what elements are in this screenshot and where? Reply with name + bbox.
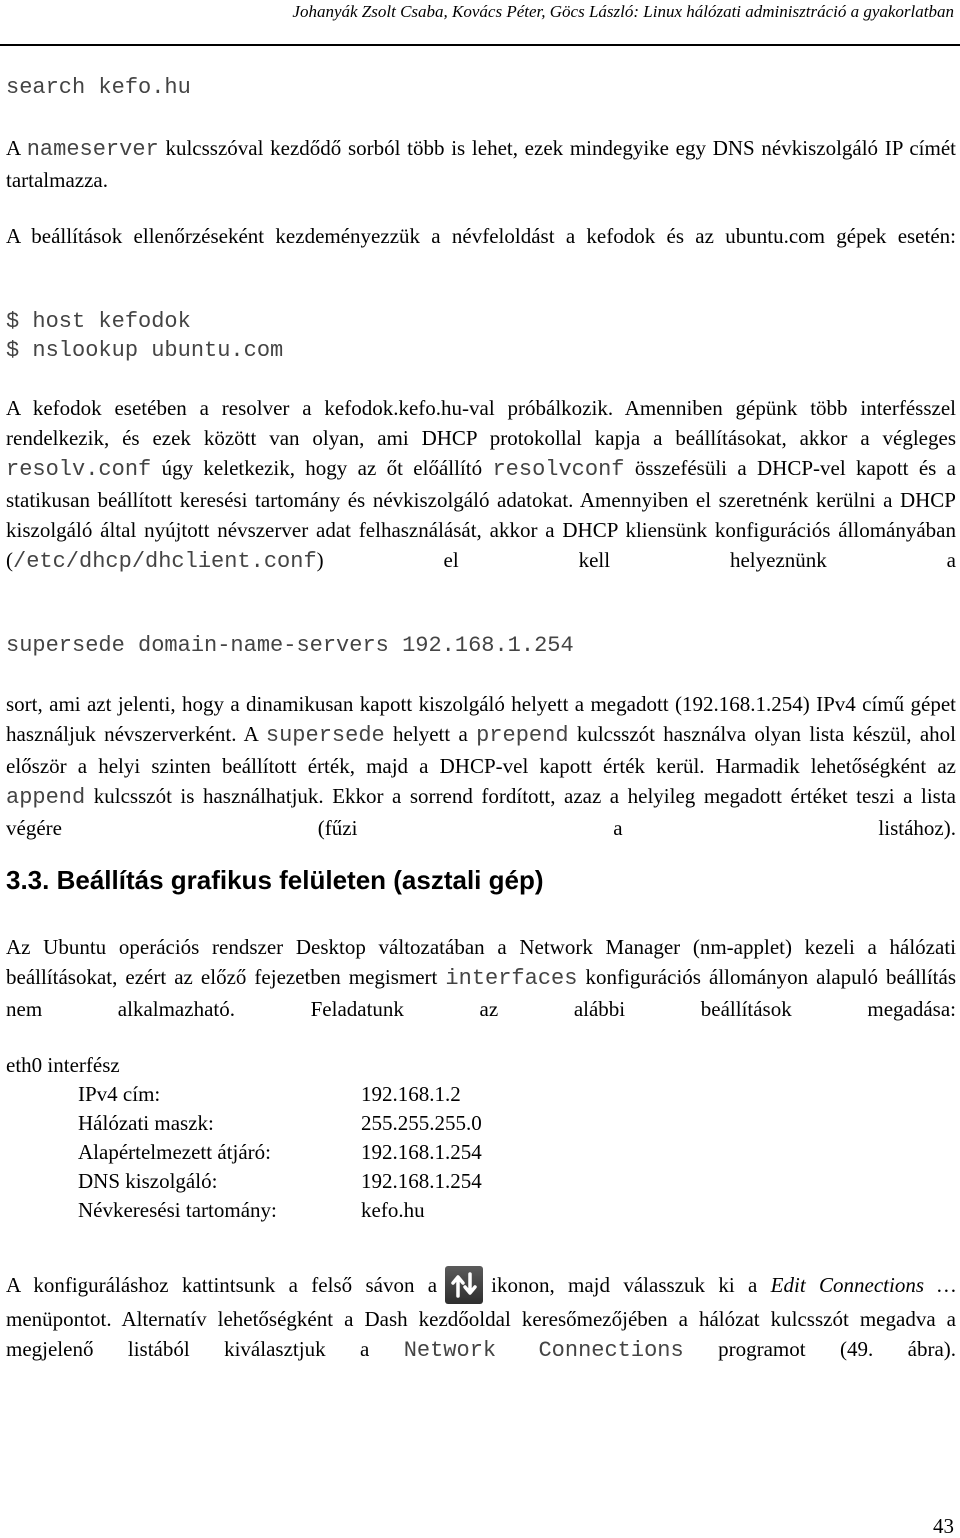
settings-table [78, 1080, 482, 1225]
settings-key: DNS kiszolgáló: [78, 1169, 218, 1193]
settings-value: 192.168.1.254 [361, 1169, 482, 1193]
settings-row [78, 1138, 482, 1167]
header-rule [0, 44, 960, 46]
text: Az Ubuntu operációs rendszer Desktop változatában a Network Manager (nm-applet) kezeli a hálózati beállításokat, ezért az előző fejezetben megismert [6, 935, 956, 989]
text: úgy keletkezik, hogy az őt előállító [151, 456, 493, 480]
settings-value: 255.255.255.0 [361, 1111, 482, 1135]
inline-code: resolvconf [492, 457, 625, 482]
network-updown-arrows-icon [445, 1266, 483, 1304]
settings-value: 192.168.1.2 [361, 1082, 461, 1106]
text: A kefodok esetében a resolver a kefodok.kefo.hu-val próbálkozik. Amenniben gépünk több interfésszel rendelkezik, és ezek között van olyan, ami DHCP protokollal kapja a beállításokat, akkor a végleges [6, 396, 956, 450]
inline-code: append [6, 785, 86, 810]
text: összefésüli a DHCP-vel kapott és a statikusan beállított keresési tartomány és névkiszolgáló adatokat. Amennyiben el szeretnénk kerülni a DHCP kiszolgáló által nyújtott névszerver adat felhasználását, akkor a DHCP kliensünk konfigurációs állományában ( [6, 456, 956, 572]
settings-value: kefo.hu [361, 1198, 425, 1222]
inline-code: nameserver [26, 137, 159, 162]
text: kulcsszóval kezdődő sorból több is lehet, ezek mindegyike egy DNS névkiszolgáló IP címét tartalmazza. [6, 136, 956, 192]
inline-code: Network Connections [403, 1338, 684, 1363]
code-nslookup-command: $ nslookup ubuntu.com [6, 338, 284, 363]
text: kulcsszót is használhatjuk. Ekkor a sorrend fordított, azaz a helyileg megadott értéket teszi a lista végére (fűzi a listához). [6, 784, 956, 840]
menu-item-reference: Edit Connections … [770, 1273, 957, 1297]
settings-title: eth0 interfész [6, 1053, 120, 1077]
code-supersede-line: supersede domain-name-servers 192.168.1.254 [6, 633, 574, 658]
inline-code: supersede [265, 723, 385, 748]
paragraph-ubuntu [6, 932, 956, 1054]
text: A konfiguráláshoz kattintsunk a felső sávon a [6, 1273, 438, 1297]
code-host-command: $ host kefodok [6, 309, 191, 334]
inline-code: interfaces [445, 966, 578, 991]
running-header: Johanyák Zsolt Csaba, Kovács Péter, Göcs László: Linux hálózati adminisztráció a gyakorlatban [292, 2, 954, 21]
paragraph-sort [6, 689, 956, 873]
inline-code: prepend [476, 723, 569, 748]
settings-row [78, 1109, 482, 1138]
settings-key: Alapértelmezett átjáró: [78, 1140, 271, 1164]
settings-key: Hálózati maszk: [78, 1111, 214, 1135]
paragraph-nameserver [6, 133, 956, 225]
settings-row [78, 1080, 482, 1109]
inline-code: /etc/dhcp/dhclient.conf [13, 549, 317, 574]
text: menüpontot. Alternatív lehetőségként a Dash kezdőoldal keresőmezőjében a hálózat kulcsszót megadva a megjelenő listából kiválasztjuk a [6, 1307, 956, 1361]
settings-row [78, 1196, 482, 1225]
text: programot (49. ábra). [683, 1337, 957, 1361]
inline-code: resolv.conf [6, 457, 152, 482]
paragraph-config [6, 1266, 956, 1396]
text: konfigurációs állományon alapuló beállítás nem alkalmazható. Feladatunk az alábbi beállítások megadása: [6, 965, 956, 1021]
text: ikonon, majd válasszuk ki a [491, 1273, 771, 1297]
settings-row [78, 1167, 482, 1196]
paragraph-check: A beállítások ellenőrzéseként kezdeményezzük a névfeloldást a kefodok és az ubuntu.com gépek esetén: [6, 224, 956, 248]
settings-value: 192.168.1.254 [361, 1140, 482, 1164]
paragraph-resolver [6, 393, 956, 607]
code-search-line: search kefo.hu [6, 75, 191, 100]
section-heading: 3.3. Beállítás grafikus felületen (asztali gép) [6, 865, 544, 895]
code-block-commands [6, 307, 956, 365]
text: helyett a [384, 722, 477, 746]
text: ) el kell helyeznünk a [316, 548, 956, 572]
text: A [6, 136, 27, 160]
settings-key: IPv4 cím: [78, 1082, 161, 1106]
text: kulcsszót használva olyan lista készül, ahol először a helyi szinten beállított érték, majd a DHCP-vel kapott érték kerül. Harmadik lehetőségként az [6, 722, 956, 778]
page-number: 43 [933, 1514, 954, 1538]
settings-key: Névkeresési tartomány: [78, 1198, 277, 1222]
text: sort, ami azt jelenti, hogy a dinamikusan kapott kiszolgáló helyett a megadott (192.168.1.254) IPv4 című gépet használjuk névszerverként. A [6, 692, 956, 746]
